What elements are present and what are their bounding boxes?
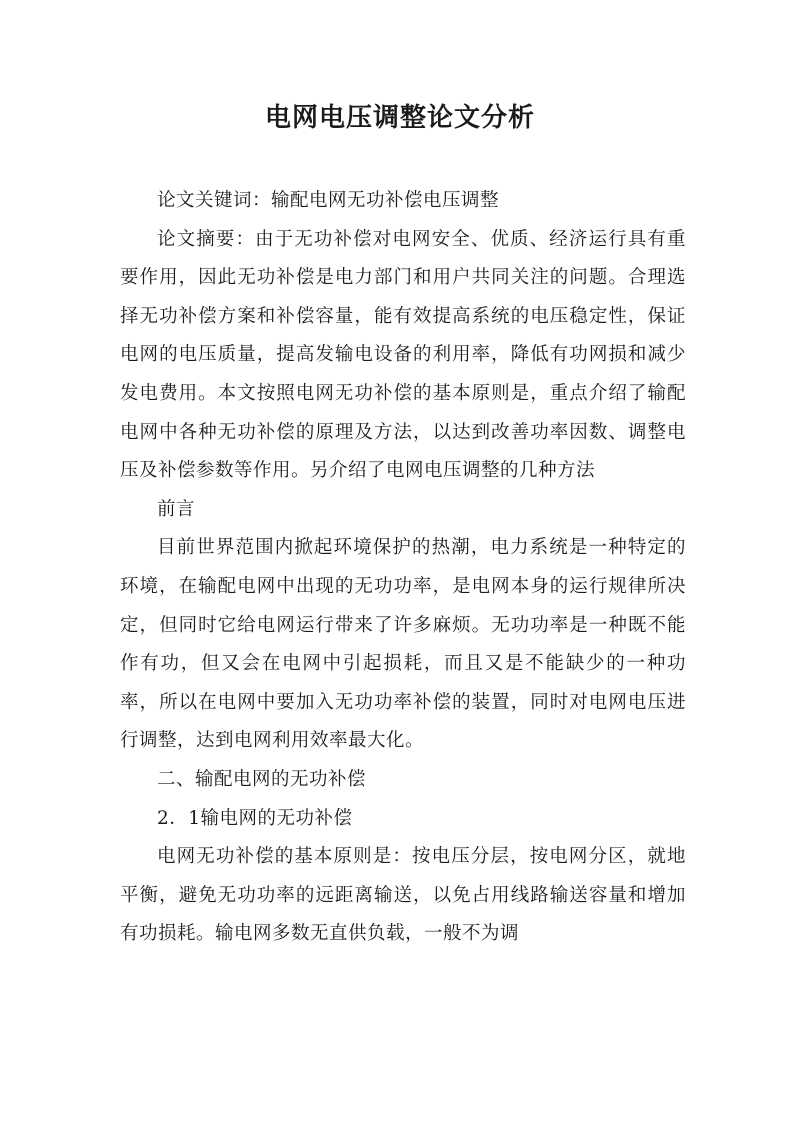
subsection-heading-2-1: 2．1输电网的无功补偿 <box>157 807 353 829</box>
section-heading-2: 二、输配电网的无功补偿 <box>157 768 367 790</box>
section-heading-preface: 前言 <box>157 498 196 520</box>
abstract-paragraph: 论文摘要：由于无功补偿对电网安全、优质、经济运行具有重要作用，因此无功补偿是电力部门和用户共同关注的问题。合理选择无功补偿方案和补偿容量，能有效提高系统的电压稳定性，保证电网的电压质量，提高发输电设备的利用率，降低有功网损和减少发电费用。本文按照电网无功补偿的基本原则是，重点介绍了输配电网中各种无功补偿的原理及方法，以达到改善功率因数、调整电压及补偿参数等作用。另介绍了电网电压调整的几种方法 <box>120 228 686 482</box>
document-title: 电网电压调整论文分析 <box>264 103 535 133</box>
document-body <box>120 182 686 954</box>
keywords-paragraph: 论文关键词：输配电网无功补偿电压调整 <box>157 190 500 211</box>
preface-paragraph: 目前世界范围内掀起环境保护的热潮，电力系统是一种特定的环境，在输配电网中出现的无功功率，是电网本身的运行规律所决定，但同时它给电网运行带来了许多麻烦。无功功率是一种既不能作有功，但又会在电网中引起损耗，而且又是不能缺少的一种功率，所以在电网中要加入无功功率补偿的装置，同时对电网电压进行调整，达到电网利用效率最大化。 <box>120 537 686 752</box>
body-paragraph: 电网无功补偿的基本原则是：按电压分层，按电网分区，就地平衡，避免无功功率的远距离输送，以免占用线路输送容量和增加有功损耗。输电网多数无直供负载，一般不为调 <box>120 846 686 945</box>
